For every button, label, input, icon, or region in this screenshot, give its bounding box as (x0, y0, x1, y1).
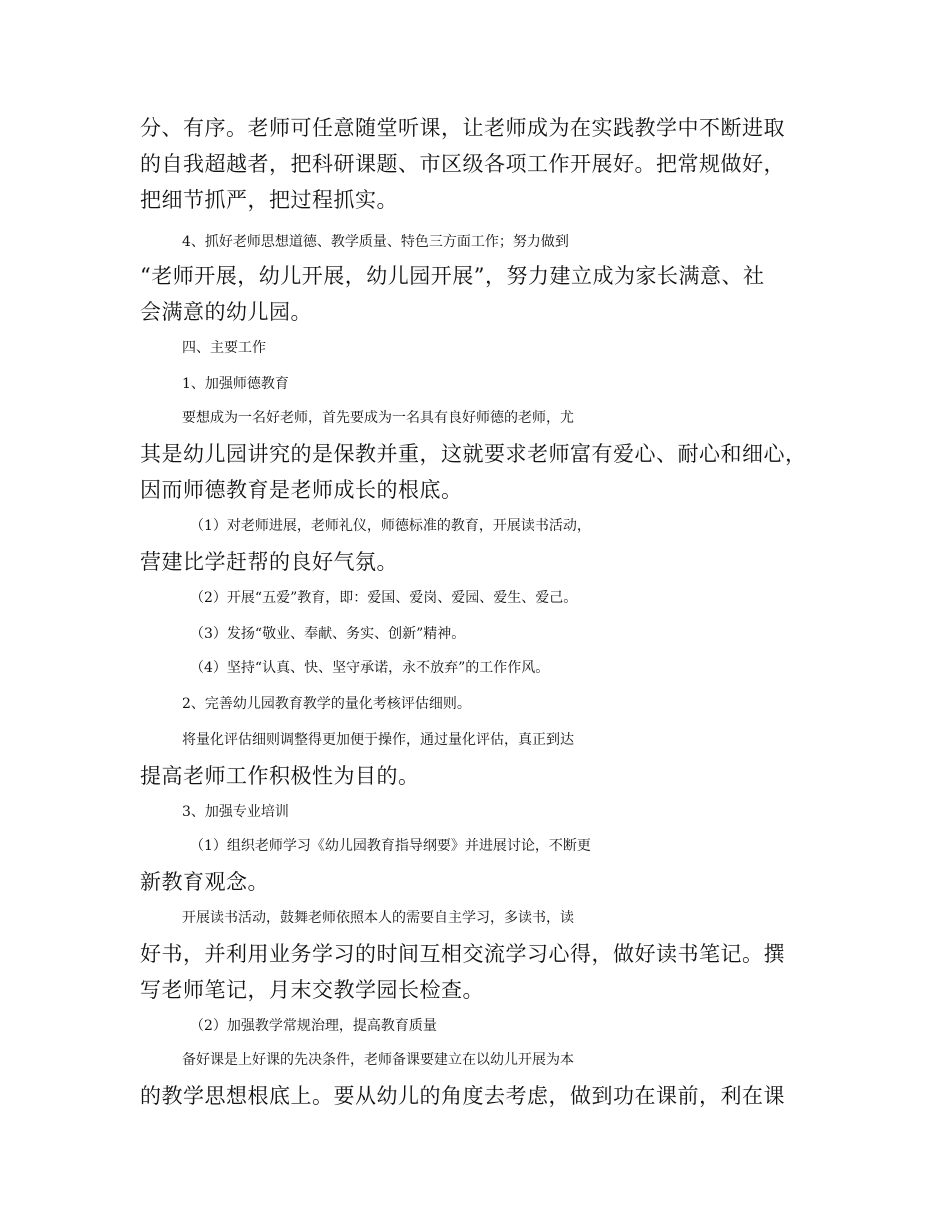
text-line: “老师开展，幼儿开展，幼儿园开展”，努力建立成为家长满意、社 (140, 264, 765, 288)
section-heading: 四、主要工作 (182, 340, 266, 356)
subsection-heading: 2、完善幼儿园教育教学的量化考核评估细则。 (182, 696, 471, 712)
text-line: 的教学思想根底上。要从幼儿的角度去考虑，做到功在课前，利在课 (140, 1084, 785, 1108)
text-line: 的自我超越者，把科研课题、市区级各项工作开展好。把常规做好， (140, 152, 785, 176)
text-line: 把细节抓严，把过程抓实。 (140, 188, 398, 212)
text-line: 4、抓好老师思想道德、教学质量、特色三方面工作；努力做到 (182, 234, 569, 250)
subsection-heading: 3、加强专业培训 (182, 804, 289, 820)
text-line: （3）发扬“敬业、奉献、务实、创新”精神。 (190, 626, 466, 642)
text-line: 备好课是上好课的先决条件，老师备课要建立在以幼儿开展为本 (182, 1052, 574, 1068)
text-line: 要想成为一名好老师，首先要成为一名具有良好师德的老师，尤 (182, 410, 574, 426)
text-line: （4）坚持“认真、快、坚守承诺，永不放弃”的工作作风。 (190, 660, 550, 676)
text-line: 因而师德教育是老师成长的根底。 (140, 478, 463, 502)
text-line: 将量化评估细则调整得更加便于操作，通过量化评估，真正到达 (182, 732, 574, 748)
subsection-heading: 1、加强师德教育 (182, 376, 289, 392)
text-line: 其是幼儿园讲究的是保教并重，这就要求老师富有爱心、耐心和细心， (140, 442, 807, 466)
text-line: 新教育观念。 (140, 870, 269, 894)
text-line: 分、有序。老师可任意随堂听课，让老师成为在实践教学中不断进取 (140, 116, 785, 140)
text-line: 提高老师工作积极性为目的。 (140, 764, 420, 788)
text-line: （2）加强教学常规治理，提高教育质量 (190, 1018, 437, 1034)
text-line: （1）对老师进展，老师礼仪，师德标准的教育，开展读书活动， (190, 518, 591, 534)
text-line: 会满意的幼儿园。 (140, 300, 312, 324)
text-line: 开展读书活动，鼓舞老师依照本人的需要自主学习，多读书，读 (182, 910, 574, 926)
text-line: 写老师笔记，月末交教学园长检查。 (140, 978, 484, 1002)
text-line: （1）组织老师学习《幼儿园教育指导纲要》并进展讨论，不断更 (190, 838, 591, 854)
text-line: （2）开展“五爱”教育，即：爱国、爱岗、爱园、爱生、爱己。 (190, 590, 578, 606)
text-line: 好书，并利用业务学习的时间互相交流学习心得，做好读书笔记。撰 (140, 942, 785, 966)
text-line: 营建比学赶帮的良好气氛。 (140, 550, 398, 574)
